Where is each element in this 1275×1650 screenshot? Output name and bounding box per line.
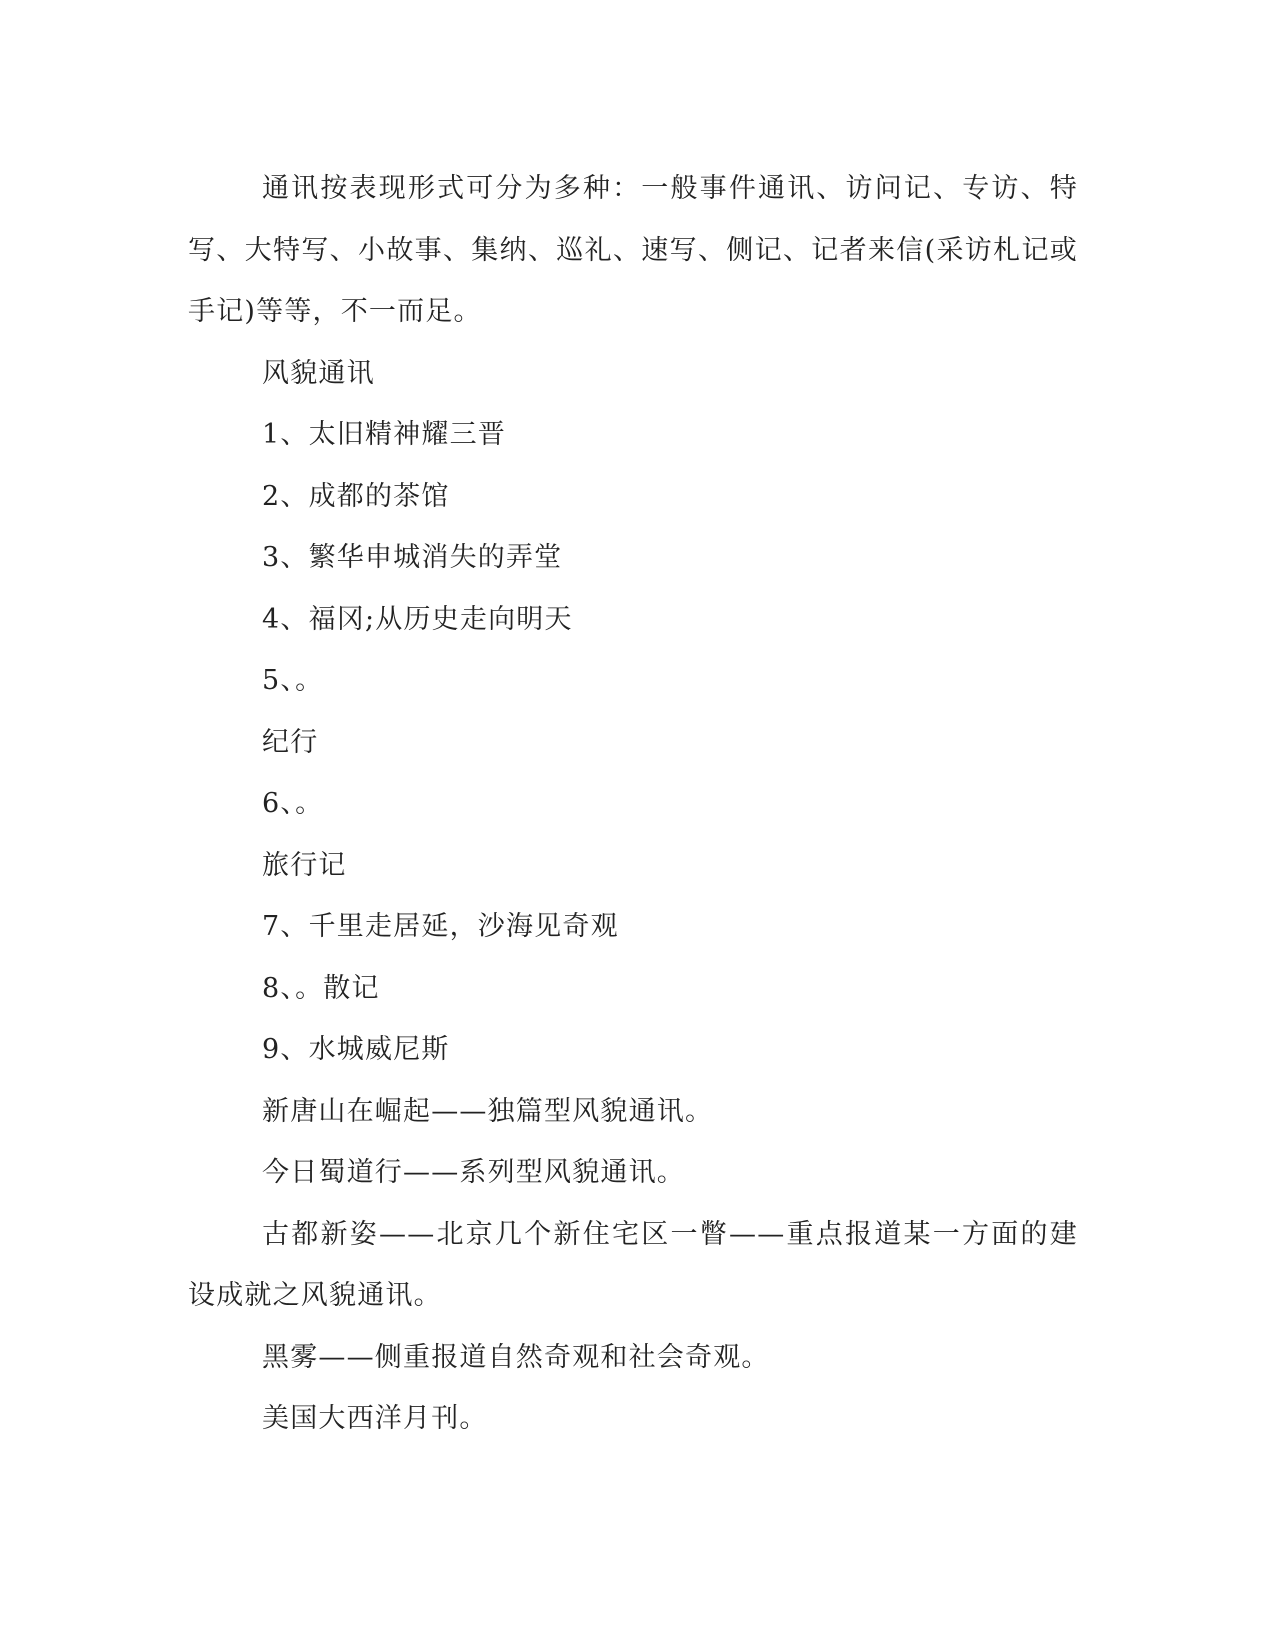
list-item: 3、繁华申城消失的弄堂 <box>262 542 563 573</box>
list-item: 7、千里走居延，沙海见奇观 <box>262 911 619 942</box>
list-item: 6、。 <box>262 788 324 819</box>
heading-fengmao: 风貌通讯 <box>262 357 375 389</box>
document-body <box>188 158 1078 1450</box>
example-paragraph: 新唐山在崛起——独篇型风貌通讯。 <box>262 1095 714 1127</box>
paragraph-intro: 通讯按表现形式可分为多种：一般事件通讯、访问记、专访、特写、大特写、小故事、集纳、巡礼、速写、侧记、记者来信(采访札记或手记)等等，不一而足。 <box>188 173 1078 327</box>
list-item: 8、。散记 <box>262 972 380 1004</box>
heading-jixing: 纪行 <box>262 726 319 758</box>
example-paragraph: 黑雾——侧重报道自然奇观和社会奇观。 <box>262 1341 770 1373</box>
heading-lvxingji: 旅行记 <box>262 849 347 881</box>
list-item: 5、。 <box>262 665 324 696</box>
list-item: 2、成都的茶馆 <box>262 480 450 512</box>
list-item: 4、福冈;从历史走向明天 <box>262 603 573 635</box>
example-paragraph: 古都新姿——北京几个新住宅区一瞥——重点报道某一方面的建设成就之风貌通讯。 <box>188 1218 1078 1311</box>
example-paragraph: 今日蜀道行——系列型风貌通讯。 <box>262 1157 685 1188</box>
example-paragraph: 美国大西洋月刊。 <box>262 1403 488 1434</box>
list-item: 9、水城威尼斯 <box>262 1034 450 1065</box>
list-item: 1、太旧精神耀三晋 <box>262 419 506 450</box>
